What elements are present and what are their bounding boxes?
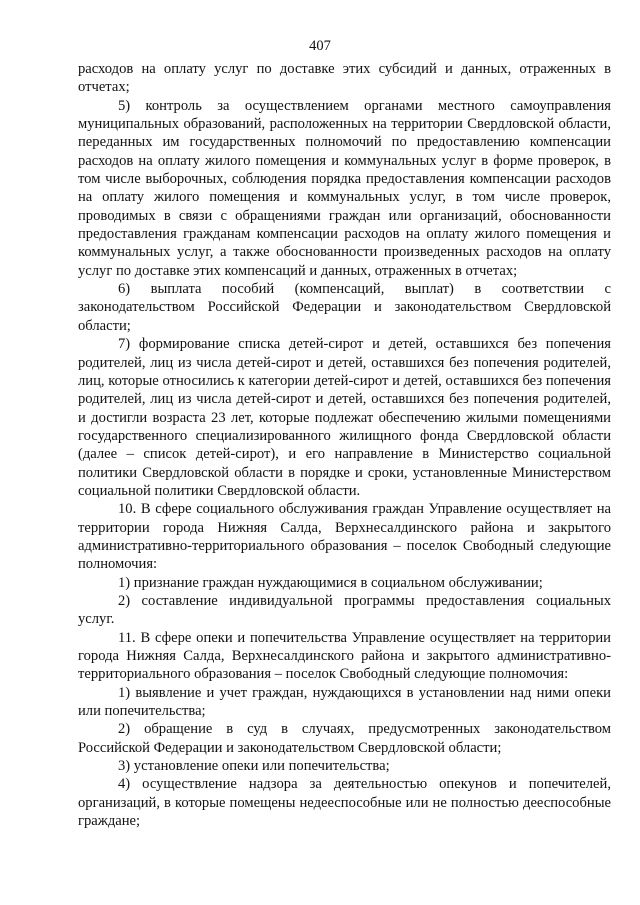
page-number: 407	[309, 38, 331, 54]
paragraph: 3) установление опеки или попечительства;	[118, 758, 390, 775]
paragraph: 4) осуществление надзора за деятельностью опекунов и попечителей, организаций, в которые помещены недееспособные или не полностью дееспособные граждане;	[78, 776, 611, 830]
paragraph: 2) составление индивидуальной программы предоставления социальных услуг.	[78, 592, 611, 628]
paragraph: 11. В сфере опеки и попечительства Управление осуществляет на территории города Нижняя Салда, Верхнесалдинского района и закрытого административно-территориального образования – поселок Свободный следующие полномочия:	[78, 629, 611, 683]
paragraph: 1) признание граждан нуждающимися в социальном обслуживании;	[118, 574, 543, 591]
paragraph: расходов на оплату услуг по доставке этих субсидий и данных, отраженных в отчетах;	[78, 61, 611, 96]
paragraph: 10. В сфере социального обслуживания граждан Управление осуществляет на территории города Нижняя Салда, Верхнесалдинского района и закрытого административно-территориального образования – поселок Свободный следующие полномочия:	[78, 501, 611, 573]
paragraph: 2) обращение в суд в случаях, предусмотренных законодательством Российской Федерации и законодательством Свердловской области;	[78, 721, 611, 756]
paragraph: 5) контроль за осуществлением органами местного самоуправления муниципальных образований, расположенных на территории Свердловской области, переданных им государственных полномочий по предоставлению компенсации расходов на оплату жилого помещения и коммунальных услуг в форме проверок, в том числе выборочных, соблюдения порядка предоставления компенсации расходов на оплату жилого помещения и коммунальных услуг, в том числе проверок, проводимых в связи с обращениями граждан или организаций, обоснованности предоставления гражданам компенсации расходов на оплату жилого помещения и коммунальных услуг, а также обоснованности произведенных расходов на оплату услуг по доставке этих компенсаций и данных, отраженных в отчетах;	[78, 97, 611, 279]
document-body	[78, 60, 611, 830]
paragraph: 1) выявление и учет граждан, нуждающихся в установлении над ними опеки или попечительства;	[78, 684, 611, 720]
paragraph: 6) выплата пособий (компенсаций, выплат) в соответствии с законодательством Российской Федерации и законодательством Свердловской области;	[78, 281, 611, 334]
paragraph: 7) формирование списка детей-сирот и детей, оставшихся без попечения родителей, лиц из числа детей-сирот и детей, оставшихся без попечения родителей, лиц, которые относились к категории детей-сирот и детей, оставшихся без попечения родителей, лиц из числа детей-сирот и детей, оставшихся без попечения родителей, и достигли возраста 23 лет, которые подлежат обеспечению жилыми помещениями государственного специализированного жилищного фонда Свердловской области (далее – список детей-сирот), и его направление в Министерство социальной политики Свердловской области в порядке и сроки, установленные Министерством социальной политики Свердловской области.	[78, 336, 611, 499]
